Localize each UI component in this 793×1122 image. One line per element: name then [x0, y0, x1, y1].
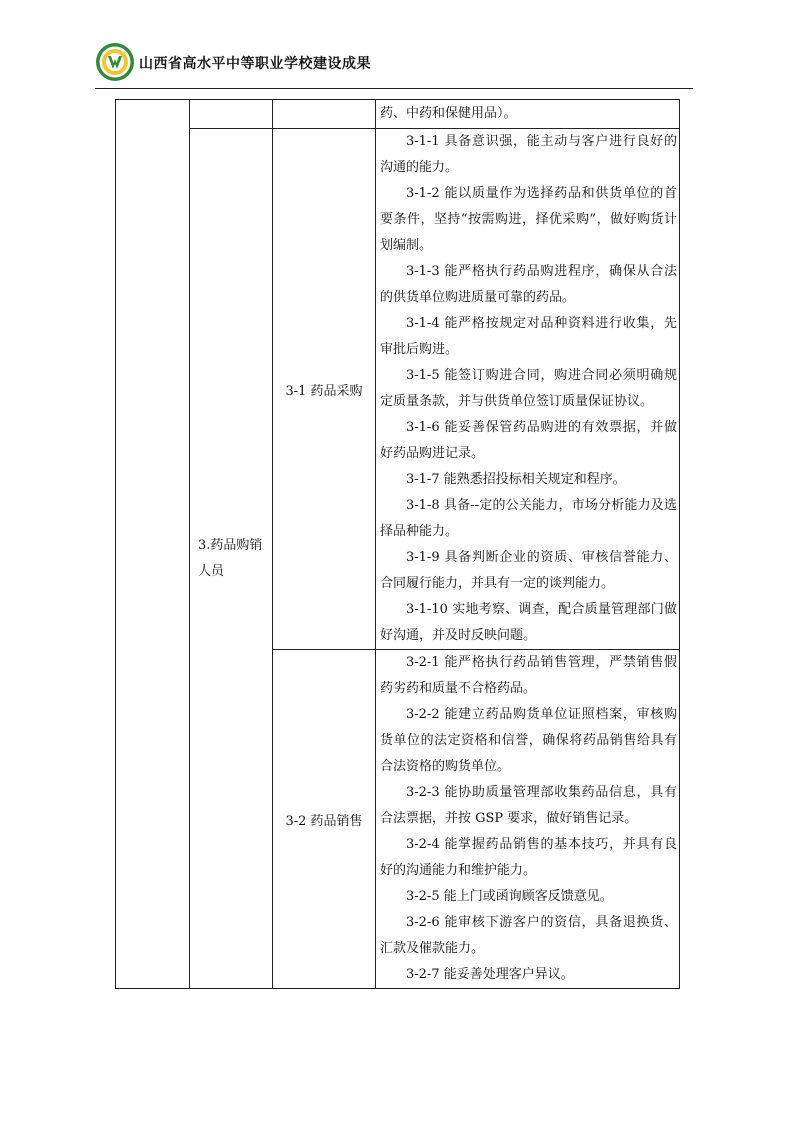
list-item: 3-2-3 能协助质量管理部收集药品信息，具有合法票据，并按 GSP 要求，做好销售记录。: [380, 785, 677, 826]
school-emblem-icon: [95, 42, 135, 82]
list-item: 药、中药和保健用品）。: [380, 106, 517, 121]
items-cell-sales: [376, 650, 680, 989]
list-item: 3-1-2 能以质量作为选择药品和供货单位的首要条件，坚持“按需购进，择优采购”，做好购货计划编制。: [380, 186, 677, 253]
list-item: 3-2-6 能审核下游客户的资信，具备退换货、汇款及催款能力。: [380, 915, 677, 956]
blank-task-cell: [273, 100, 376, 129]
page-header: [95, 40, 695, 88]
role-cell: [190, 129, 273, 989]
list-item: 3-1-1 具备意识强，能主动与客户进行良好的沟通的能力。: [380, 134, 677, 175]
header-title: 山西省高水平中等职业学校建设成果: [139, 56, 371, 72]
list-item: 3-2-4 能掌握药品销售的基本技巧，并具有良好的沟通能力和维护能力。: [380, 837, 677, 878]
list-item: 3-2-7 能妥善处理客户异议。: [406, 967, 574, 982]
list-item: 3-1-8 具备--定的公关能力，市场分析能力及选择品种能力。: [380, 498, 677, 539]
list-item: 3-2-1 能严格执行药品销售管理，严禁销售假药劣药和质量不合格药品。: [380, 655, 677, 696]
competency-table: [115, 99, 680, 989]
task-label: 3-1 药品采购: [285, 383, 363, 399]
list-item: 3-1-9 具备判断企业的资质、审核信誉能力、合同履行能力，并具有一定的谈判能力。: [380, 550, 677, 591]
role-label: 3.药品购销人员: [198, 537, 263, 579]
list-item: 3-1-10 实地考察、调查，配合质量管理部门做好沟通，并及时反映问题。: [380, 602, 677, 643]
task-cell-purchase: [273, 129, 376, 650]
list-item: 3-1-6 能妥善保管药品购进的有效票据，并做好药品购进记录。: [380, 420, 677, 461]
continued-item-cell: [376, 100, 680, 129]
table-row: [116, 100, 680, 129]
header-divider: [95, 88, 693, 89]
list-item: 3-1-4 能严格按规定对品种资料进行收集，先审批后购进。: [380, 316, 677, 357]
task-cell-sales: [273, 650, 376, 989]
list-item: 3-2-5 能上门或函询顾客反馈意见。: [406, 889, 613, 904]
table-row: [116, 129, 680, 650]
list-item: 3-1-3 能严格执行药品购进程序，确保从合法的供货单位购进质量可靠的药品。: [380, 264, 677, 305]
list-item: 3-1-7 能熟悉招投标相关规定和程序。: [406, 472, 626, 487]
blank-category-cell: [116, 100, 190, 989]
list-item: 3-2-2 能建立药品购货单位证照档案，审核购货单位的法定资格和信誉，确保将药品销售给具有合法资格的购货单位。: [380, 707, 677, 774]
task-label: 3-2 药品销售: [285, 813, 363, 829]
items-cell-purchase: [376, 129, 680, 650]
blank-role-cell: [190, 100, 273, 129]
list-item: 3-1-5 能签订购进合同，购进合同必须明确规定质量条款，并与供货单位签订质量保证协议。: [380, 368, 677, 409]
